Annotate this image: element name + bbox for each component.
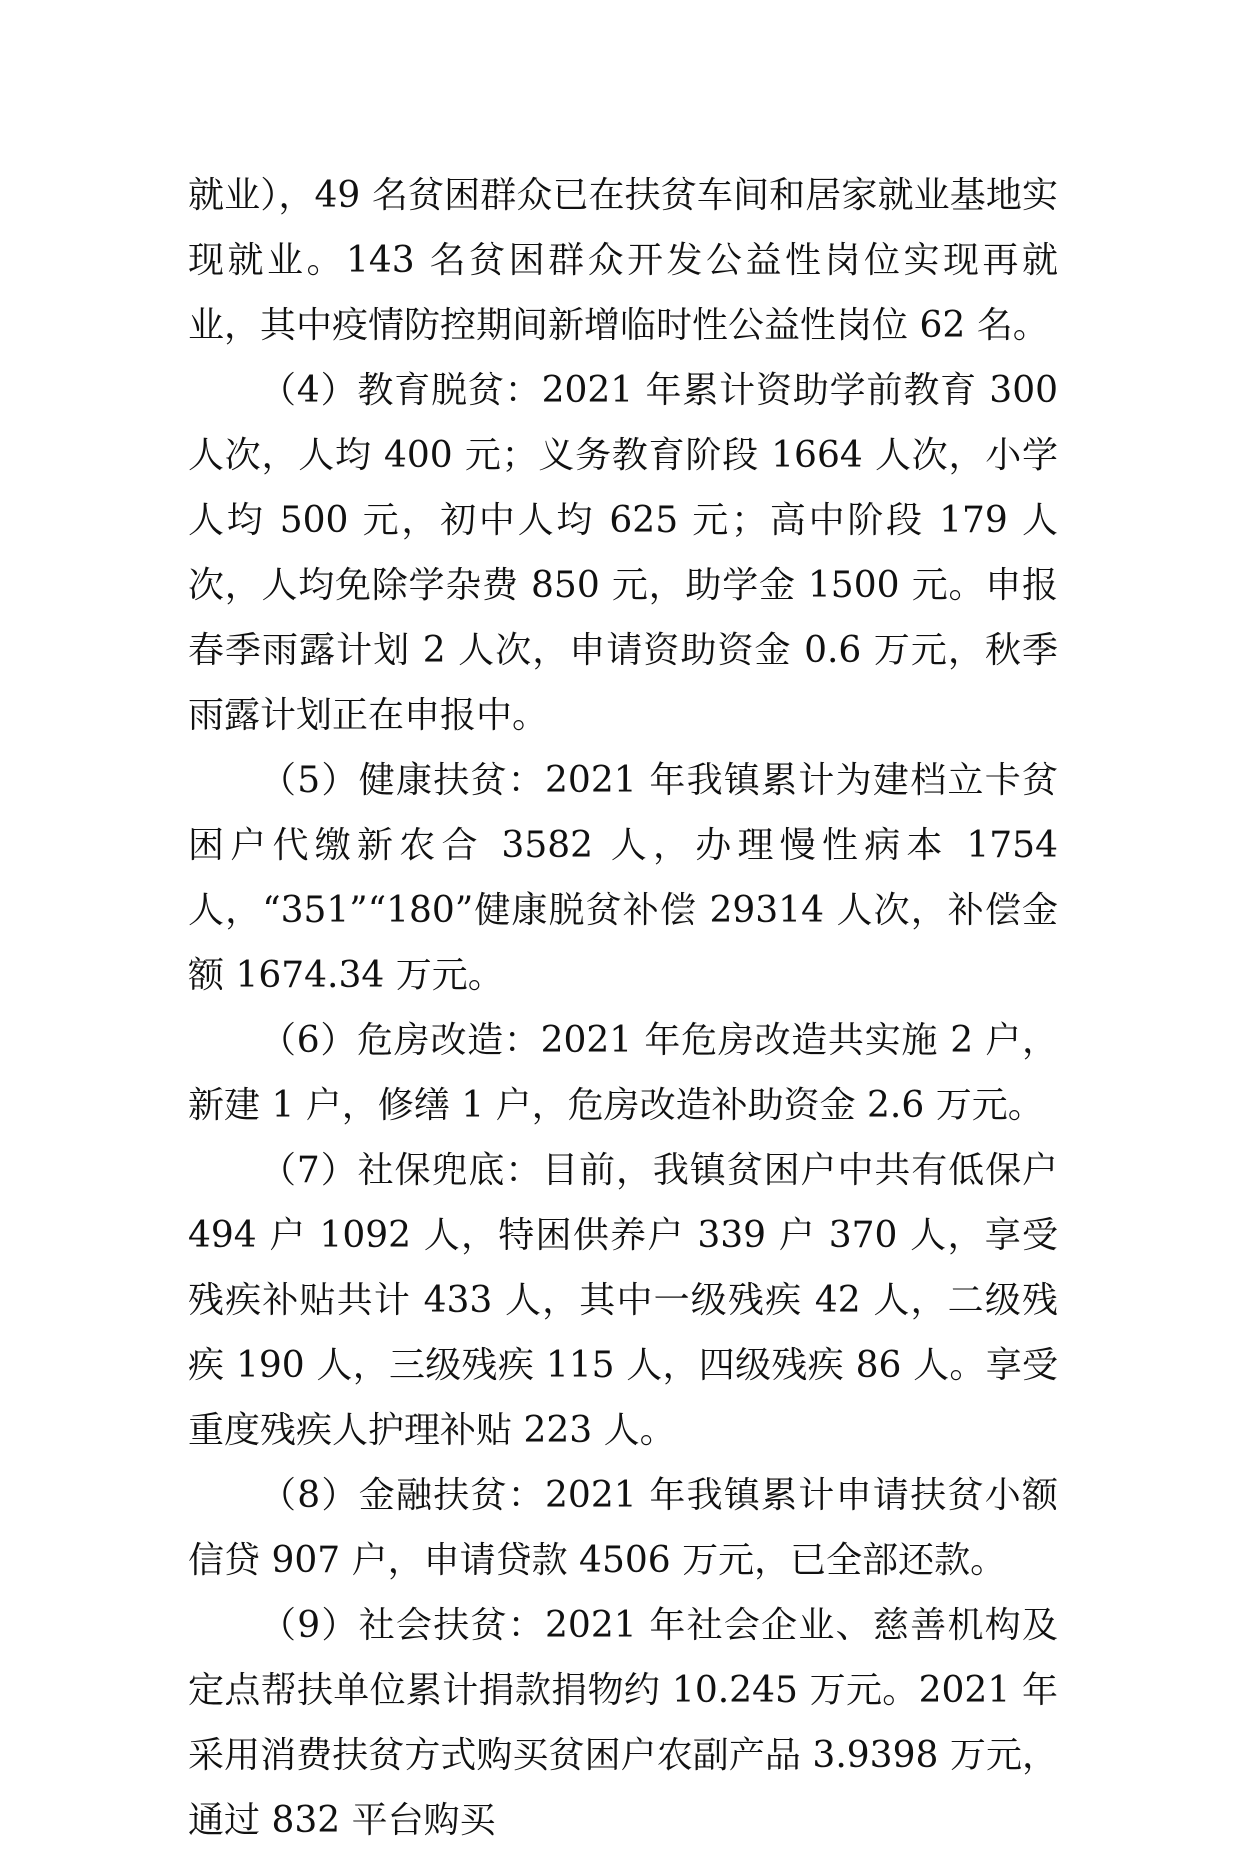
paragraph-health: （5）健康扶贫：2021 年我镇累计为建档立卡贫困户代缴新农合 3582 人，办理慢性病本 1754 人，“351”“180”健康脱贫补偿 29314 人次，补偿金额 1674.34 万元。 xyxy=(188,760,1058,996)
paragraph-housing: （6）危房改造：2021 年危房改造共实施 2 户，新建 1 户，修缮 1 户，危房改造补助资金 2.6 万元。 xyxy=(188,1020,1058,1126)
paragraph-finance: （8）金融扶贫：2021 年我镇累计申请扶贫小额信贷 907 户，申请贷款 4506 万元，已全部还款。 xyxy=(188,1475,1058,1581)
paragraph-social-aid: （9）社会扶贫：2021 年社会企业、慈善机构及定点帮扶单位累计捐款捐物约 10.245 万元。2021 年采用消费扶贫方式购买贫困户农副产品 3.9398 万元，通过 832 平台购买 xyxy=(188,1605,1058,1841)
paragraph-education: （4）教育脱贫：2021 年累计资助学前教育 300 人次，人均 400 元；义务教育阶段 1664 人次，小学人均 500 元，初中人均 625 元；高中阶段 179 人次，人均免除学杂费 850 元，助学金 1500 元。申报春季雨露计划 2 人次，申请资助资金 0.6 万元，秋季雨露计划正在申报中。 xyxy=(188,370,1058,736)
paragraph-social-security: （7）社保兜底：目前，我镇贫困户中共有低保户 494 户 1092 人，特困供养户 339 户 370 人，享受残疾补贴共计 433 人，其中一级残疾 42 人，二级残疾 190 人，三级残疾 115 人，四级残疾 86 人。享受重度残疾人护理补贴 223 人。 xyxy=(188,1150,1058,1451)
paragraph-employment: 就业），49 名贫困群众已在扶贫车间和居家就业基地实现就业。143 名贫困群众开发公益性岗位实现再就业，其中疫情防控期间新增临时性公益性岗位 62 名。 xyxy=(188,175,1058,346)
document-body xyxy=(188,163,1058,1853)
